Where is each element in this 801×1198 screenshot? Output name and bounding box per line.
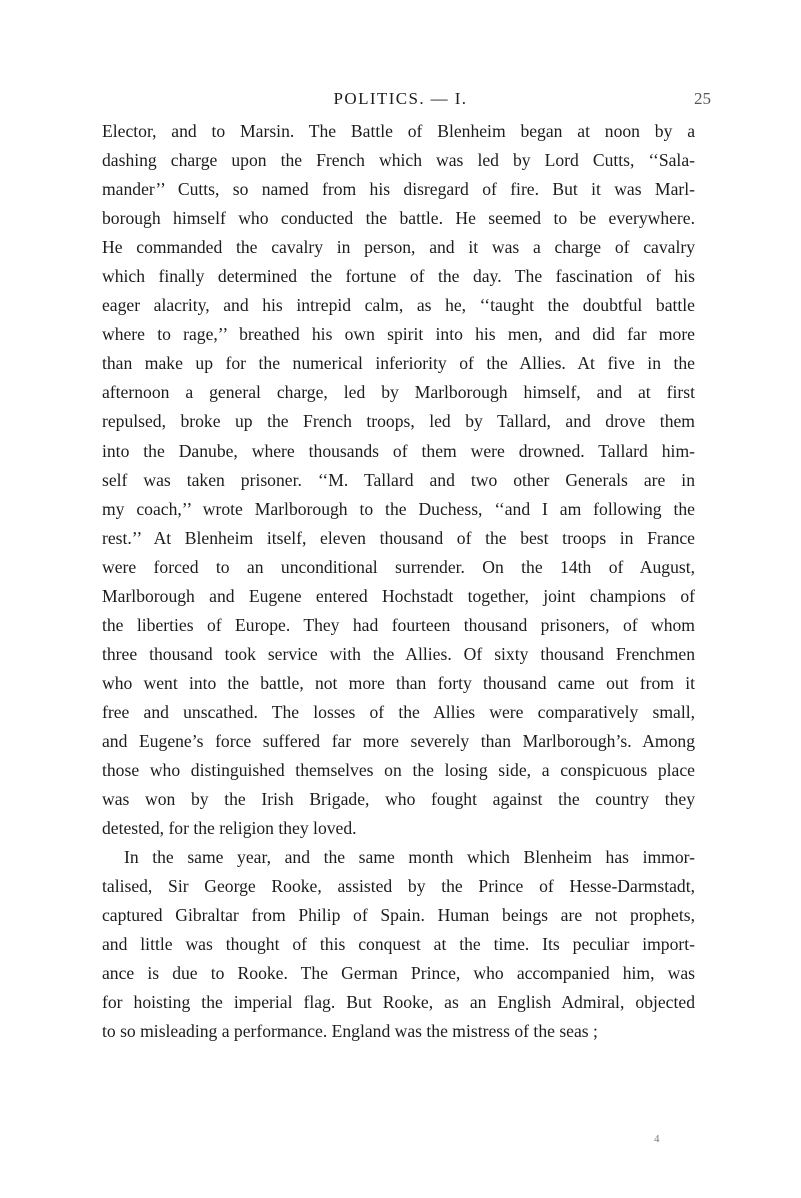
running-title: POLITICS. — I. — [333, 89, 468, 108]
text-line: In the same year, and the same month which Blenheim has immor- — [124, 847, 695, 868]
text-line: and little was thought of this conquest at the time. Its peculiar import- — [102, 934, 695, 955]
text-line: was won by the Irish Brigade, who fought against the country they — [102, 789, 695, 810]
text-line: than make up for the numerical inferiority of the Allies. At five in the — [102, 353, 695, 374]
page-number: 25 — [694, 89, 711, 108]
text-line: to so misleading a performance. England was the mistress of the seas ; — [102, 1021, 598, 1042]
text-line: who went into the battle, not more than forty thousand came out from it — [102, 672, 695, 693]
text-line: those who distinguished themselves on the losing side, a conspicuous place — [102, 760, 695, 781]
text-line: and Eugene’s force suffered far more severely than Marlborough’s. Among — [102, 730, 695, 751]
text-line: three thousand took service with the Allies. Of sixty thousand Frenchmen — [102, 643, 695, 664]
text-line: into the Danube, where thousands of them were drowned. Tallard him- — [102, 440, 695, 461]
text-line: talised, Sir George Rooke, assisted by the Prince of Hesse-Darmstadt, — [102, 876, 695, 897]
text-line: were forced to an unconditional surrender. On the 14th of August, — [102, 556, 695, 577]
text-line: eager alacrity, and his intrepid calm, as he, ‘‘taught the doubtful battle — [102, 295, 695, 316]
text-line: where to rage,’’ breathed his own spirit into his men, and did far more — [102, 324, 695, 345]
signature-mark: 4 — [654, 1133, 660, 1145]
text-line: mander’’ Cutts, so named from his disregard of fire. But it was Marl- — [102, 179, 695, 200]
text-line: free and unscathed. The losses of the Allies were comparatively small, — [102, 701, 695, 722]
text-line: Elector, and to Marsin. The Battle of Blenheim began at noon by a — [102, 121, 695, 141]
text-line: dashing charge upon the French which was led by Lord Cutts, ‘‘Sala- — [102, 150, 695, 171]
text-line: He commanded the cavalry in person, and it was a charge of cavalry — [102, 237, 695, 258]
text-line: rest.’’ At Blenheim itself, eleven thousand of the best troops in France — [102, 527, 695, 548]
running-head — [0, 87, 801, 111]
text-line: ance is due to Rooke. The German Prince, who accompanied him, was — [102, 963, 695, 984]
text-line: repulsed, broke up the French troops, led by Tallard, and drove them — [102, 411, 695, 432]
body-text — [102, 117, 695, 1047]
text-line: captured Gibraltar from Philip of Spain. Human beings are not prophets, — [102, 905, 695, 926]
text-line: which finally determined the fortune of the day. The fascination of his — [102, 266, 695, 287]
text-line: the liberties of Europe. They had fourteen thousand prisoners, of whom — [102, 614, 695, 635]
text-line: detested, for the religion they loved. — [102, 818, 357, 839]
text-line: for hoisting the imperial flag. But Rooke, as an English Admiral, objected — [102, 992, 695, 1013]
text-line: Marlborough and Eugene entered Hochstadt together, joint champions of — [102, 585, 695, 606]
text-line: my coach,’’ wrote Marlborough to the Duchess, ‘‘and I am following the — [102, 498, 695, 519]
text-line: self was taken prisoner. ‘‘M. Tallard and two other Generals are in — [102, 469, 695, 490]
text-line: afternoon a general charge, led by Marlborough himself, and at first — [102, 382, 695, 403]
text-line: borough himself who conducted the battle. He seemed to be everywhere. — [102, 208, 695, 229]
